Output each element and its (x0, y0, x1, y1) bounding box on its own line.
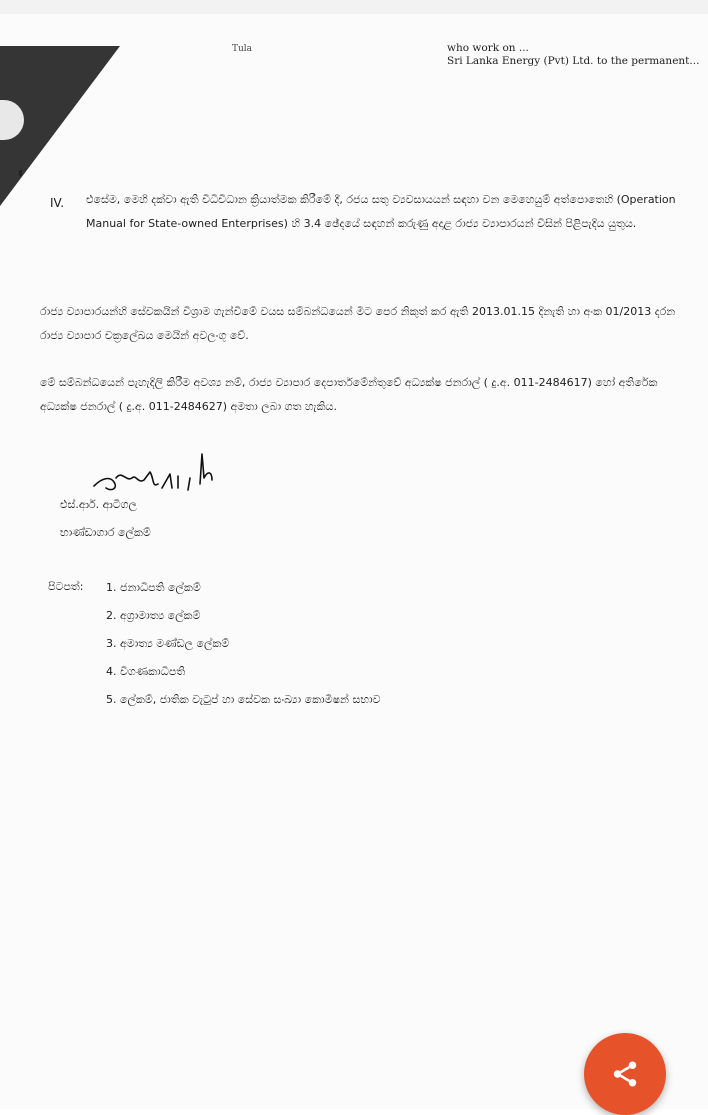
section-marker: IV. (50, 196, 65, 210)
share-icon (610, 1059, 640, 1089)
list-item: 1. ජනාධිපති ලේකම් (106, 581, 201, 594)
list-item: 4. විගණකාධිපති (106, 665, 186, 678)
paragraph-2: රාජ්‍ය ව්‍යාපාරයන්හි සේවකයින් විශ්‍රාම ගැන්වීමේ වයස සම්බන්ධයෙන් මීට පෙර නිකුත් කර ඇති 2013.01.15 දිනැති හා අංක 01/2013 දරන රාජ්‍ය ව්‍යාපාර චක්‍රලේඛය මෙයින් අවලංගු වේ. (40, 305, 676, 342)
page-mark (19, 170, 22, 176)
share-button[interactable] (584, 1033, 666, 1115)
paragraph-3: මේ සම්බන්ධයෙන් පැහැදිලි කිරීම අවශ්‍ය නම්, රාජ්‍ය ව්‍යාපාර දෙපාර්තමේන්තුවේ අධ්‍යක්ෂ ජනරාල් ( දු.අ. 011-2484617) හෝ අතිරේක අධ්‍යක්ෂ ජනරාල් ( දු.අ. 011-2484627) අමතා ලබා ගත හැකිය. (40, 376, 658, 413)
header-fragment-right-line1: who work on ... (447, 42, 529, 54)
paragraph-1: එසේම, මෙහි දක්වා ඇති විධිවිධාන ක්‍රියාත්මක කිරීමේ දී, රජය සතු ව්‍යවසායයන් සඳහා වන මෙහෙයුම් අත්පොතෙහි (Operation Manual for State-owned Enterprises) හි 3.4 ඡේදයේ සඳහන් කරුණු අදාළ රාජ්‍ය ව්‍යාපාරයන් විසින් පිළිපැදිය යුතුය. (86, 193, 676, 230)
header-fragment-right-line2: Sri Lanka Energy (Pvt) Ltd. to the permanent... (447, 55, 700, 67)
header-fragment-right (447, 42, 699, 68)
signatory-title: භාණ්ඩාගාර ලේකම් (60, 526, 151, 539)
list-item: 3. අමාත්‍ය මණ්ඩල ලේකම් (106, 637, 230, 650)
status-bar (0, 0, 708, 15)
signatory-name: එස්.ආර්. ආටිගල (60, 498, 137, 511)
header-fragment-left: Tula (232, 44, 253, 54)
list-item: 2. අග්‍රාමාත්‍ය ලේකම් (106, 609, 201, 622)
copies-label: පිටපත්: (48, 580, 84, 593)
list-item: 5. ලේකම්, ජාතික වැටුප් හා සේවක සංඛ්‍යා කොමිෂන් සභාව (106, 693, 381, 706)
copies-list (106, 576, 381, 716)
handwritten-signature (92, 448, 232, 498)
